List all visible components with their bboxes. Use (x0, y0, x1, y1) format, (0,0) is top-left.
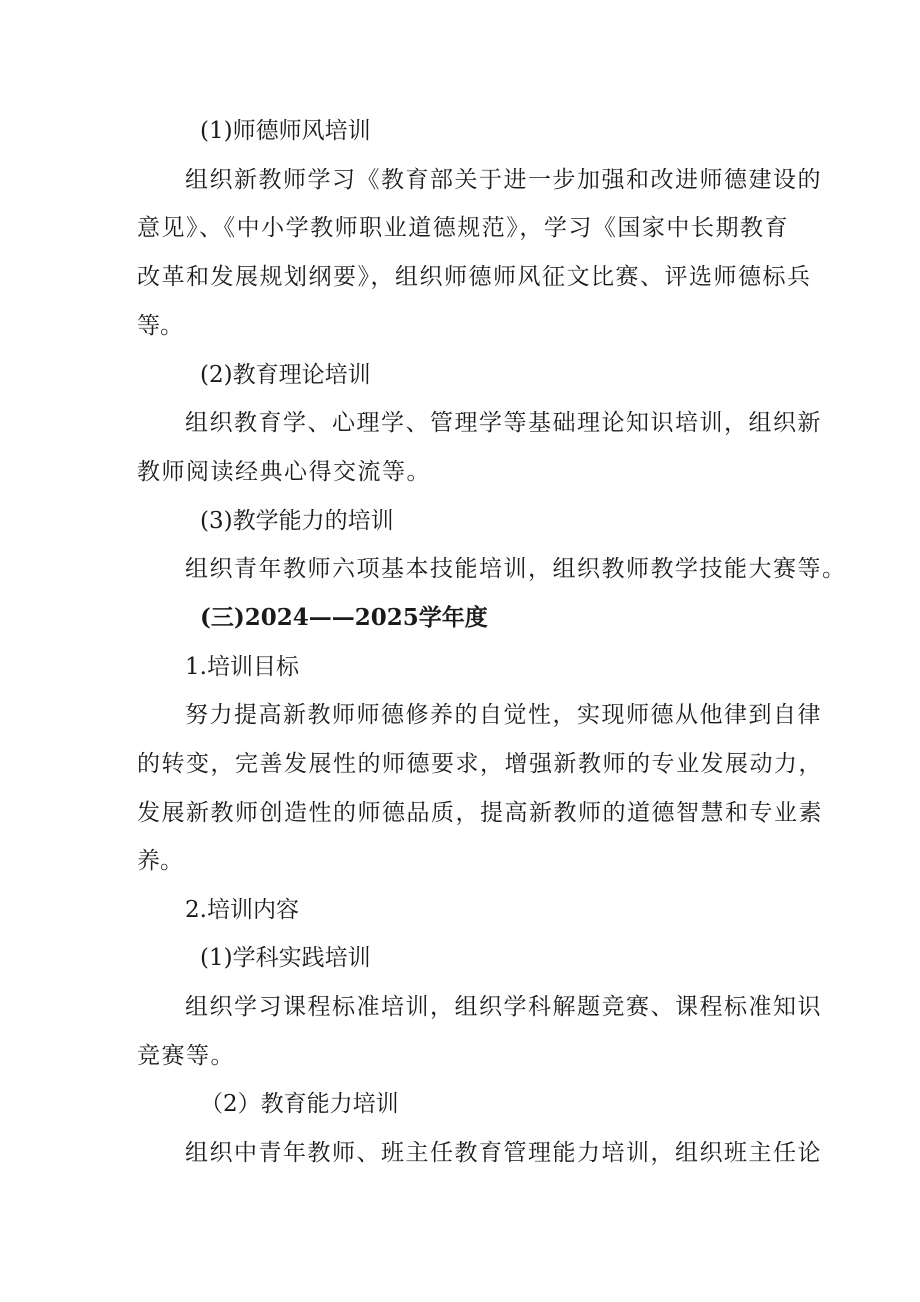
paragraph-line: 等。 (137, 313, 183, 339)
subheading-ethics-training: (1)师德师风培训 (200, 118, 371, 144)
paragraph-line: 养。 (137, 848, 183, 874)
paragraph-line: 组织新教师学习《教育部关于进一步加强和改进师德建设的 (185, 167, 822, 193)
paragraph-line: 努力提高新教师师德修养的自觉性，实现师德从他律到自律 (185, 702, 822, 728)
paragraph-line: 竞赛等。 (137, 1043, 235, 1069)
paragraph-line: 改革和发展规划纲要》，组织师德师风征文比赛、评选师德标兵 (137, 264, 812, 290)
paragraph-line: 组织教育学、心理学、管理学等基础理论知识培训，组织新 (185, 410, 822, 436)
paragraph-line: 组织中青年教师、班主任教育管理能力培训，组织班主任论 (185, 1140, 822, 1166)
paragraph-line: 教师阅读经典心得交流等。 (137, 459, 431, 485)
subheading-education-ability: （2）教育能力培训 (200, 1091, 399, 1117)
paragraph-line: 的转变，完善发展性的师德要求，增强新教师的专业发展动力， (137, 751, 823, 777)
subheading-subject-practice: (1)学科实践培训 (200, 945, 371, 971)
paragraph-line: 意见》、《中小学教师职业道德规范》，学习《国家中长期教育 (137, 215, 789, 241)
paragraph-line: 组织学习课程标准培训，组织学科解题竞赛、课程标准知识 (185, 994, 822, 1020)
subheading-teaching-ability: (3)教学能力的培训 (200, 508, 394, 534)
paragraph-line: 组织青年教师六项基本技能培训，组织教师教学技能大赛等。 (185, 556, 847, 582)
subheading-theory-training: (2)教育理论培训 (200, 362, 371, 388)
subheading-training-content: 2.培训内容 (185, 897, 299, 923)
subheading-training-goals: 1.培训目标 (185, 654, 299, 680)
section-heading-2024-2025: (三)2024——2025学年度 (200, 604, 488, 631)
paragraph-line: 发展新教师创造性的师德品质，提高新教师的道德智慧和专业素 (137, 800, 823, 826)
